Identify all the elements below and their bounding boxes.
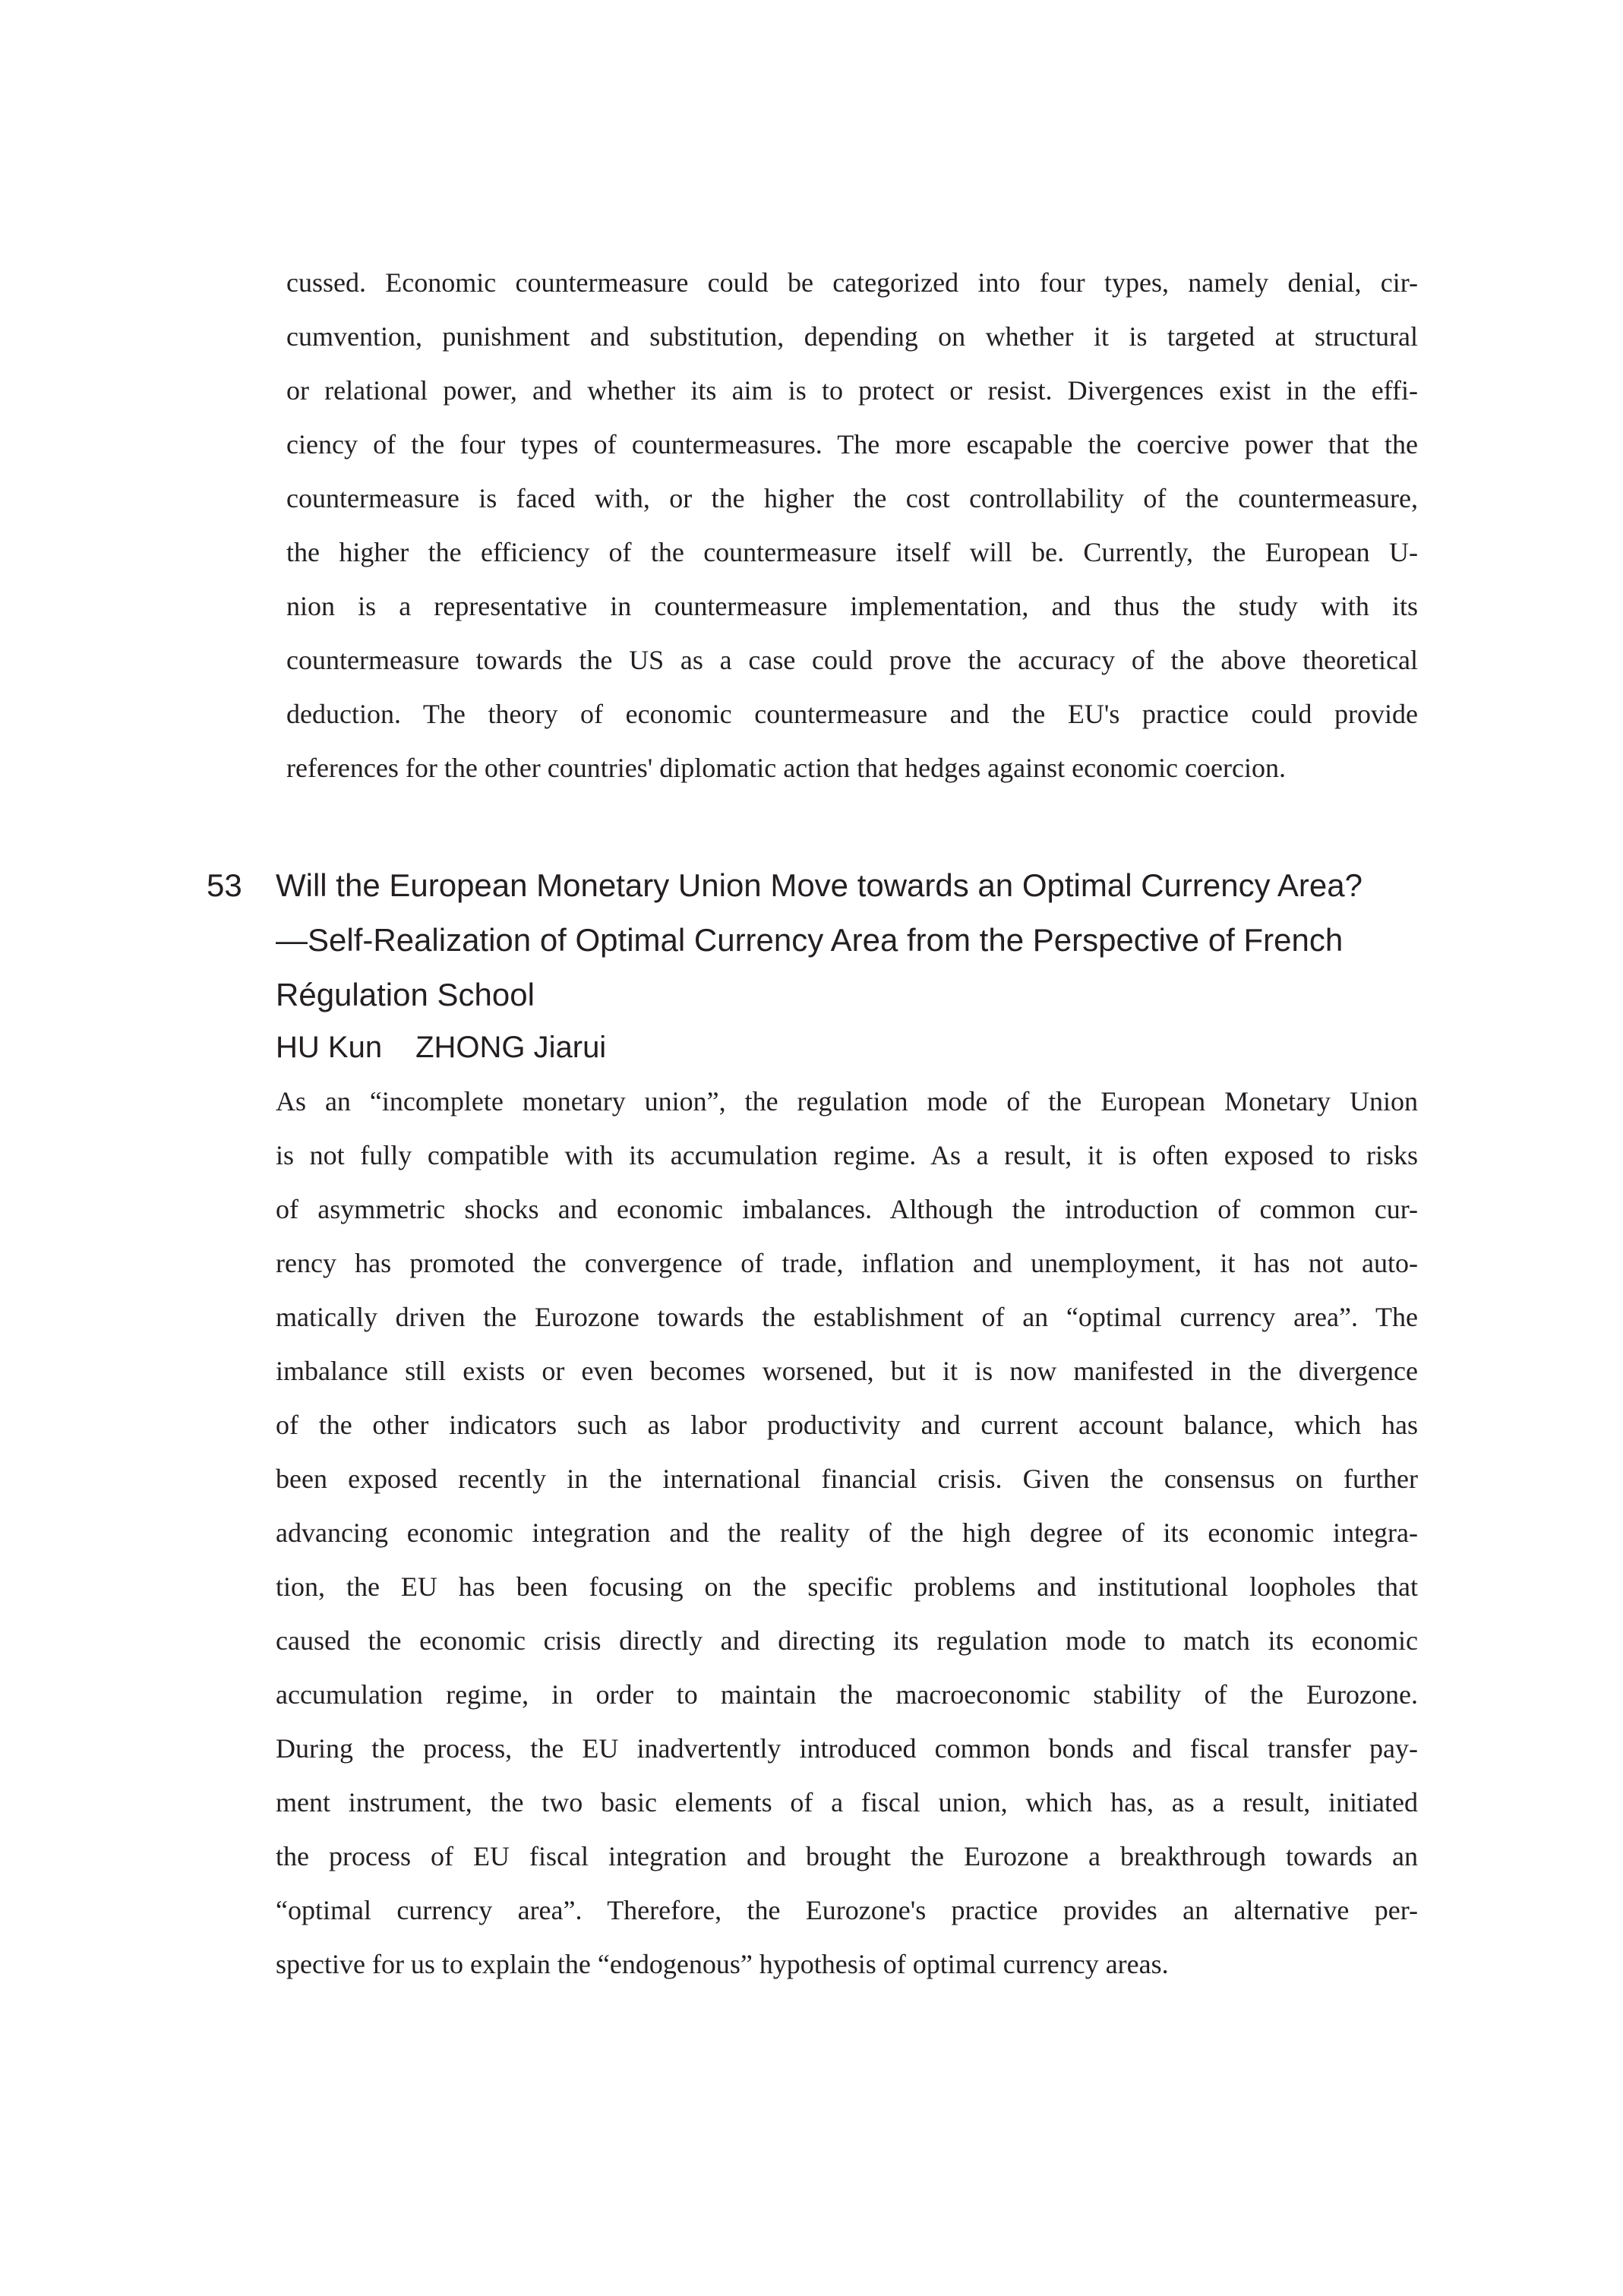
author-list xyxy=(276,1028,606,1066)
paragraph-line: tion, the EU has been focusing on the specific problems and institutional loopholes that xyxy=(276,1571,1418,1602)
author-name: HU Kun xyxy=(276,1031,383,1064)
paragraph-line: of asymmetric shocks and economic imbalances. Although the introduction of common cur- xyxy=(276,1194,1418,1224)
paragraph-line: of the other indicators such as labor productivity and current account balance, which has xyxy=(276,1410,1418,1440)
paragraph-line: is not fully compatible with its accumulation regime. As a result, it is often exposed to risks xyxy=(276,1140,1418,1170)
author-name: ZHONG Jiarui xyxy=(415,1031,607,1064)
paragraph-line: During the process, the EU inadvertently introduced common bonds and fiscal transfer pay- xyxy=(276,1733,1418,1764)
paragraph-line: references for the other countries' diplomatic action that hedges against economic coercion. xyxy=(286,753,1286,783)
section-subtitle-line: —Self-Realization of Optimal Currency Area from the Perspective of French xyxy=(276,922,1344,958)
paragraph-line: “optimal currency area”. Therefore, the Eurozone's practice provides an alternative per- xyxy=(276,1895,1418,1925)
paragraph-line: spective for us to explain the “endogenous” hypothesis of optimal currency areas. xyxy=(276,1949,1169,1979)
paragraph-line: matically driven the Eurozone towards the establishment of an “optimal currency area”. The xyxy=(276,1302,1418,1332)
paragraph-line: advancing economic integration and the reality of the high degree of its economic integra- xyxy=(276,1518,1418,1548)
paragraph-line: cussed. Economic countermeasure could be categorized into four types, namely denial, cir- xyxy=(286,267,1418,298)
paragraph-line: the process of EU fiscal integration and brought the Eurozone a breakthrough towards an xyxy=(276,1841,1418,1871)
paragraph-line: countermeasure towards the US as a case could prove the accuracy of the above theoretical xyxy=(286,645,1418,675)
paragraph-line: rency has promoted the convergence of trade, inflation and unemployment, it has not auto- xyxy=(276,1248,1418,1278)
paragraph-line: imbalance still exists or even becomes worsened, but it is now manifested in the divergence xyxy=(276,1356,1418,1386)
paragraph-line: been exposed recently in the international financial crisis. Given the consensus on further xyxy=(276,1464,1418,1494)
paragraph-line: countermeasure is faced with, or the higher the cost controllability of the countermeasure, xyxy=(286,483,1418,513)
section-number: 53 xyxy=(207,867,242,903)
paragraph-line: cumvention, punishment and substitution, depending on whether it is targeted at structural xyxy=(286,321,1418,352)
paragraph-line: As an “incomplete monetary union”, the regulation mode of the European Monetary Union xyxy=(276,1086,1418,1116)
paragraph-line: caused the economic crisis directly and directing its regulation mode to match its economic xyxy=(276,1625,1418,1656)
section-title-line: Will the European Monetary Union Move towards an Optimal Currency Area? xyxy=(276,867,1362,903)
paragraph-line: accumulation regime, in order to maintain the macroeconomic stability of the Eurozone. xyxy=(276,1679,1418,1710)
paragraph-line: deduction. The theory of economic countermeasure and the EU's practice could provide xyxy=(286,699,1418,729)
paragraph-line: ciency of the four types of countermeasures. The more escapable the coercive power that the xyxy=(286,429,1418,460)
paragraph-line: ment instrument, the two basic elements of a fiscal union, which has, as a result, initiated xyxy=(276,1787,1418,1818)
paragraph-line: or relational power, and whether its aim is to protect or resist. Divergences exist in the effi- xyxy=(286,375,1418,406)
section-subtitle-line: Régulation School xyxy=(276,977,535,1012)
paragraph-line: nion is a representative in countermeasure implementation, and thus the study with its xyxy=(286,591,1418,621)
paragraph-line: the higher the efficiency of the countermeasure itself will be. Currently, the European U- xyxy=(286,537,1418,567)
